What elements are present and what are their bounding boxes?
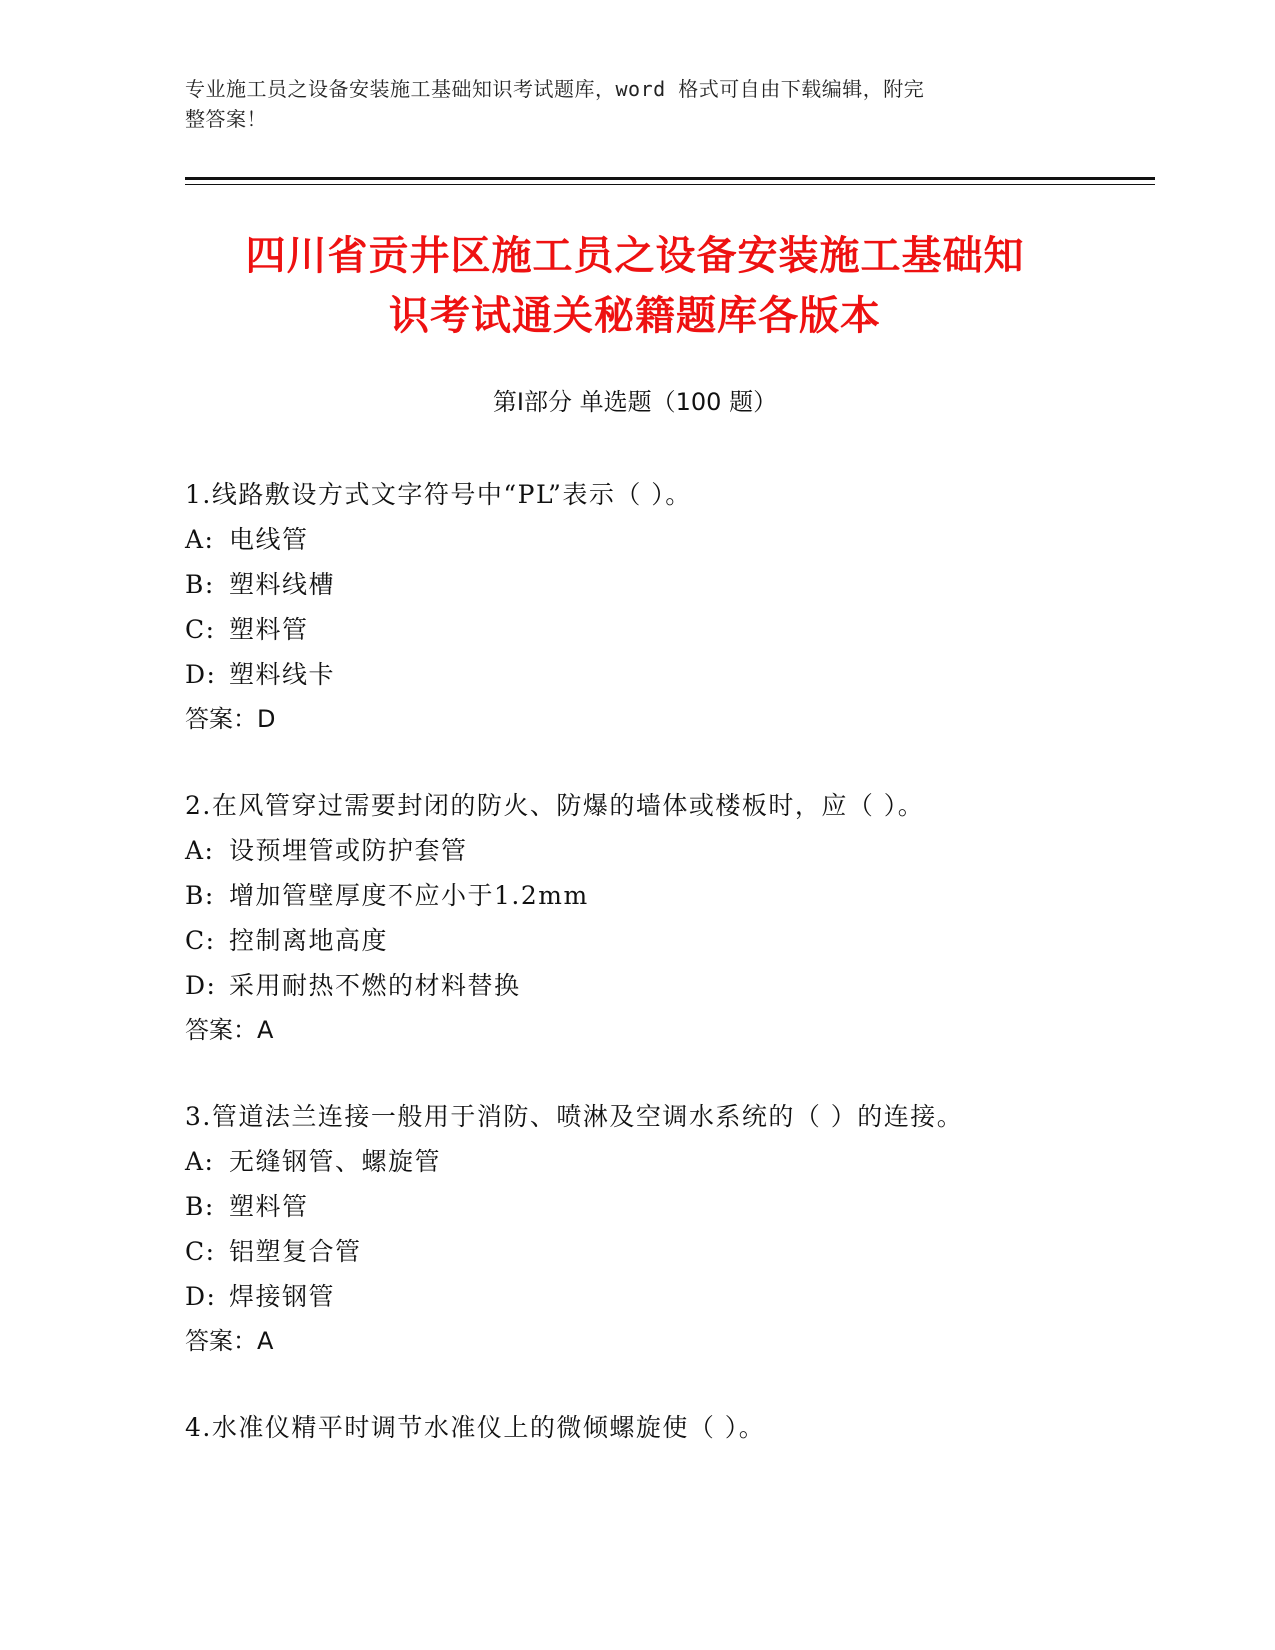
answer-line <box>185 1319 1085 1364</box>
question-stem: 3.管道法兰连接一般用于消防、喷淋及空调水系统的（ ）的连接。 <box>185 1102 964 1131</box>
option-label: A: <box>185 836 215 865</box>
header-rule-thin <box>185 184 1155 185</box>
option-d <box>185 963 1085 1008</box>
answer-line <box>185 697 1085 742</box>
question-stem: 1.线路敷设方式文字符号中“PL”表示（ ）。 <box>185 480 692 509</box>
option-text: 塑料线槽 <box>229 570 336 599</box>
option-text: 设预埋管或防护套管 <box>229 836 468 865</box>
answer-value: A <box>257 1327 274 1355</box>
question-stem: 4.水准仪精平时调节水准仪上的微倾螺旋使（ ）。 <box>185 1413 766 1442</box>
intro-line-2: 整答案！ <box>185 107 267 131</box>
answer-prefix: 答案： <box>185 1327 257 1355</box>
title-line-2: 识考试通关秘籍题库各版本 <box>389 293 881 339</box>
answer-value: A <box>257 1016 274 1044</box>
option-c <box>185 918 1085 963</box>
option-text: 塑料管 <box>229 1192 309 1221</box>
option-a <box>185 517 1085 562</box>
option-label: A: <box>185 1147 215 1176</box>
option-text: 增加管壁厚度不应小于1.2mm <box>229 881 589 910</box>
question-2 <box>185 783 1085 1053</box>
intro-line-1: 专业施工员之设备安装施工基础知识考试题库，word 格式可自由下载编辑，附完 <box>185 77 925 101</box>
option-text: 电线管 <box>229 525 309 554</box>
option-label: D: <box>185 660 217 689</box>
option-a <box>185 1139 1085 1184</box>
option-text: 塑料管 <box>229 615 309 644</box>
option-text: 焊接钢管 <box>229 1282 336 1311</box>
option-text: 塑料线卡 <box>229 660 336 689</box>
question-1 <box>185 472 1085 742</box>
option-label: B: <box>185 1192 215 1221</box>
document-title <box>185 226 1085 346</box>
option-label: B: <box>185 570 215 599</box>
option-b <box>185 1184 1085 1229</box>
option-b <box>185 562 1085 607</box>
option-a <box>185 828 1085 873</box>
option-label: C: <box>185 615 216 644</box>
option-d <box>185 652 1085 697</box>
option-text: 采用耐热不燃的材料替换 <box>229 971 521 1000</box>
answer-prefix: 答案： <box>185 705 257 733</box>
option-label: D: <box>185 971 217 1000</box>
option-c <box>185 607 1085 652</box>
header-rule-thick <box>185 177 1155 180</box>
section-heading: 第Ⅰ部分 单选题（100 题） <box>492 388 778 416</box>
option-label: B: <box>185 881 215 910</box>
answer-value: D <box>257 705 276 733</box>
option-label: A: <box>185 525 215 554</box>
question-stem: 2.在风管穿过需要封闭的防火、防爆的墙体或楼板时，应（ ）。 <box>185 791 925 820</box>
option-d <box>185 1274 1085 1319</box>
option-text: 无缝钢管、螺旋管 <box>229 1147 442 1176</box>
question-3 <box>185 1094 1085 1364</box>
option-c <box>185 1229 1085 1274</box>
answer-prefix: 答案： <box>185 1016 257 1044</box>
option-text: 铝塑复合管 <box>229 1237 362 1266</box>
option-label: D: <box>185 1282 217 1311</box>
option-label: C: <box>185 926 216 955</box>
answer-line <box>185 1008 1085 1053</box>
question-4 <box>185 1405 1085 1450</box>
title-line-1: 四川省贡井区施工员之设备安装施工基础知 <box>245 233 1025 279</box>
question-list <box>185 472 1085 1491</box>
intro-text <box>185 74 1065 134</box>
option-label: C: <box>185 1237 216 1266</box>
option-b <box>185 873 1085 918</box>
option-text: 控制离地高度 <box>229 926 389 955</box>
